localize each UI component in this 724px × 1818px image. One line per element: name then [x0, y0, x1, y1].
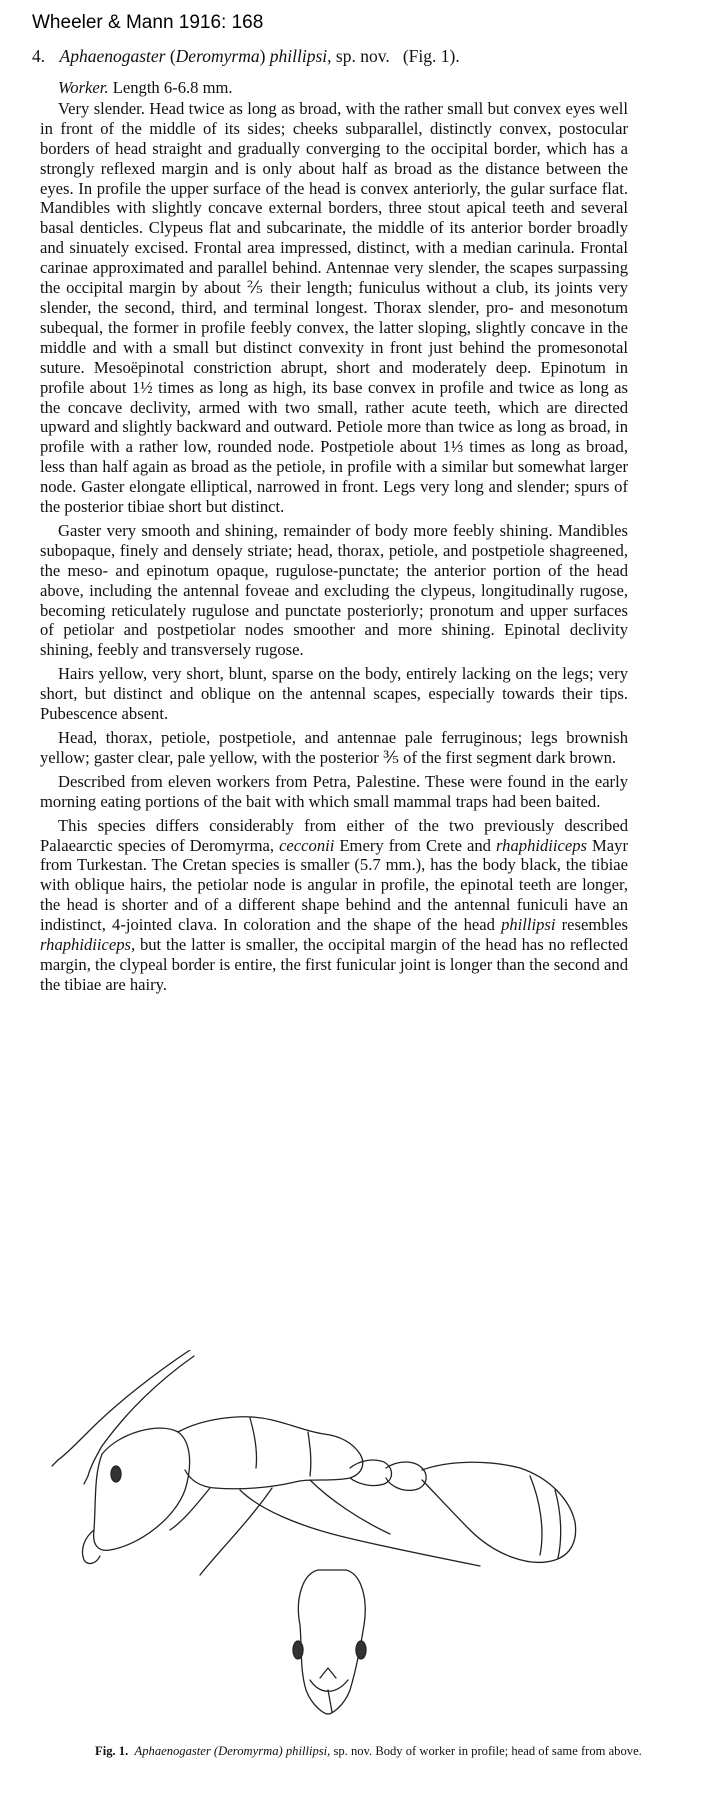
paragraph-pilosity: Hairs yellow, very short, blunt, sparse on the body, entirely lacking on the legs; very short, but distinct and oblique on the antennal scapes, especially towards their tips. Pubescence absent. — [40, 664, 628, 724]
paragraph-comparison — [40, 816, 628, 995]
worker-length: Length 6-6.8 mm. — [112, 78, 233, 97]
paragraph-color: Head, thorax, petiole, postpetiole, and antennae pale ferruginous; legs brownish yellow; gaster clear, pale yellow, with the posterior ⅗ of the first segment dark brown. — [40, 728, 628, 767]
taxon-phillipsi: phillipsi — [501, 915, 556, 935]
caption-text: sp. nov. Body of worker in profile; head of same from above. — [333, 1744, 642, 1758]
nomenclature-status: sp. nov. — [335, 46, 390, 66]
caption-label: Fig. 1. — [95, 1744, 129, 1758]
citation-header: Wheeler & Mann 1916: 168 — [32, 12, 264, 33]
comparison-text-4: resembles — [561, 915, 628, 935]
legs-drawing — [170, 1480, 480, 1575]
figure-reference: (Fig. 1). — [402, 46, 460, 66]
subgenus-name: (Deromyrma) — [169, 46, 266, 66]
figure-caption — [95, 1744, 675, 1759]
head-profile-drawing — [94, 1428, 190, 1550]
genus-name: Aphaenogaster — [59, 46, 166, 66]
eye-dorsal-right — [356, 1641, 366, 1659]
comparison-text-3: Mayr from Turkestan. The Cretan species is smaller (5.7 mm.), has the body black, the tibiae with oblique hairs, the petiolar node is angular in profile, the epinotal teeth are longer, the head is shorter and of a different shape behind and the antennal funiculi have an indistinct, 4-jointed clava. In coloration and the shape of the head — [40, 835, 628, 935]
species-number: 4. — [32, 46, 46, 66]
thorax-drawing — [178, 1417, 363, 1489]
caption-taxon: Aphaenogaster (Deromyrma) phillipsi, — [134, 1744, 331, 1758]
paragraph-sculpture: Gaster very smooth and shining, remainder of body more feebly shining. Mandibles subopaque, finely and densely striate; head, thorax, petiole, and postpetiole shagreened, the meso- and epinotum opaque, rugulose-punctate; the anterior portion of the head above, including the antennal foveae and excluding the clypeus, longitudinally rugose, becoming reticulately rugulose and punctate posteriorly; pronotum and upper surfaces of petiolar and postpetiolar nodes smoother and more shining. Epinotal declivity shining, feebly and transversely rugose. — [40, 520, 628, 660]
species-name: phillipsi, — [269, 46, 332, 66]
taxon-rhaphidiiceps-2: rhaphidiiceps, — [40, 935, 136, 955]
taxon-rhaphidiiceps: rhaphidiiceps — [496, 835, 587, 855]
caste-label: Worker. — [58, 78, 109, 97]
worker-line — [40, 78, 628, 98]
eye-dorsal-left — [293, 1641, 303, 1659]
subgenus-italic: Deromyrma — [175, 46, 260, 66]
paragraph-material: Described from eleven workers from Petra, Palestine. These were found in the early morning eating portions of the bait with which small mammal traps had been baited. — [40, 771, 628, 811]
comparison-text-2: Emery from Crete and — [339, 835, 491, 855]
petiole-drawing — [350, 1460, 392, 1486]
gaster-drawing — [422, 1462, 576, 1562]
species-heading — [32, 46, 692, 67]
paragraph-structure: Very slender. Head twice as long as broad, with the rather small but convex eyes well in front of the middle of its sides; cheeks subparallel, distinctly convex, postocular borders of head straight and gradually converging to the occipital border, which has a strongly reflexed margin and is only about half as broad as the distance between the eyes. In profile the upper surface of the head is convex anteriorly, the gular surface flat. Mandibles with slightly concave external borders, three stout apical teeth and several basal denticles. Clypeus flat and subcarinate, the middle of its anterior border broadly and sinuately excised. Frontal area impressed, distinct, with a median carinula. Frontal carinae approximated and parallel behind. Antennae very slender, the scapes surpassing the occipital margin by about ⅖ their length; funiculus without a club, its joints very slender, the second, third, and terminal longest. Thorax slender, pro- and mesonotum subequal, the former in profile feebly convex, the latter sloping, slightly concave in the middle and with a small but distinct convexity in front just behind the promesonotal suture. Mesoëpinotal constriction abrupt, short and moderately deep. Epinotum in profile about 1½ times as long as high, its base convex in profile and twice as long as the concave declivity, armed with two small, rather acute teeth, which are directed upward and slightly backward and outward. Petiole more than twice as long as broad, in profile with a rather low, rounded node. Postpetiole about 1⅓ times as long as broad, less than half again as broad as the petiole, in profile with a similar but somewhat larger node. Gaster elongate elliptical, narrowed in front. Legs very long and slender; spurs of the posterior tibiae short but distinct. — [40, 98, 628, 517]
comparison-text-5: but the latter is smaller, the occipital margin of the head has no reflected margin, the clypeal border is entire, the first funicular joint is longer than the second and the tibiae are hairy. — [40, 935, 628, 994]
head-dorsal-drawing — [298, 1570, 365, 1714]
comparison-text-1: This species differs considerably from either of the two previously described Palaearctic species of Deromyrma, — [40, 815, 628, 855]
description-body — [40, 78, 628, 999]
ant-illustration — [10, 1350, 710, 1720]
eye-profile-drawing — [111, 1466, 121, 1482]
antenna-drawing — [58, 1350, 194, 1476]
postpetiole-drawing — [386, 1462, 426, 1490]
taxon-cecconii: cecconii — [279, 835, 335, 855]
